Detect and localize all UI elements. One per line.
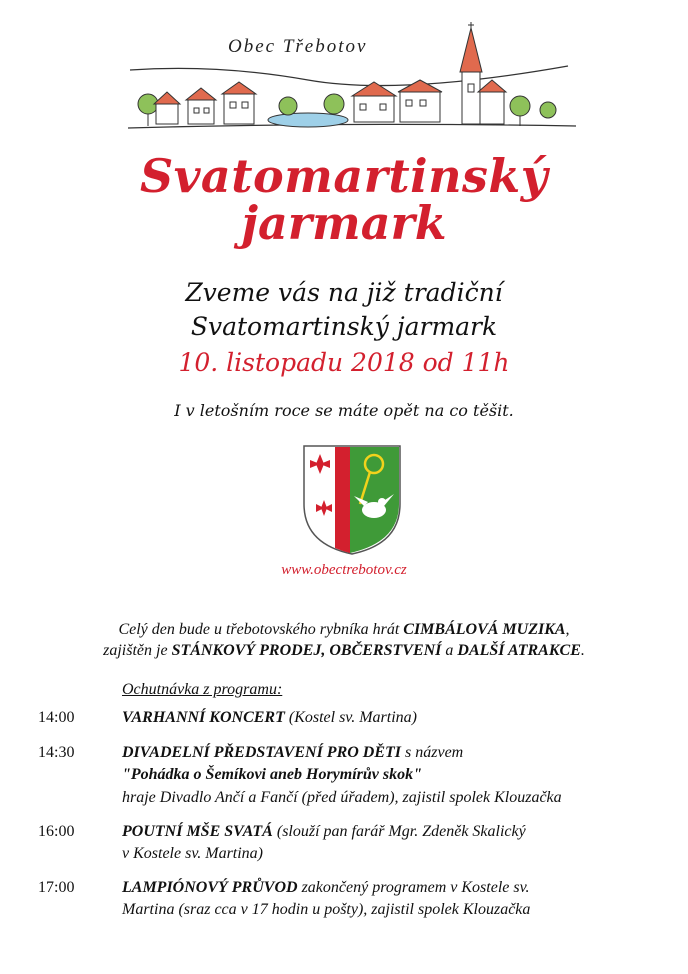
program-item-line: "Pohádka o Šemíkovi aneb Horymírův skok" [122,766,422,783]
program-item [122,744,463,762]
program-item [122,709,417,727]
program-item-title: LAMPIÓNOVÝ PRŮVOD [122,879,298,896]
program-item-detail: zakončený programem v Kostele sv. [297,879,530,896]
coat-of-arms-icon [302,444,402,556]
intro-line1 [0,620,688,640]
program-item-line: v Kostele sv. Martina) [122,845,264,862]
program-time: 16:00 [38,823,75,840]
tagline: I v letošním roce se máte opět na co těšit. [174,401,514,420]
program-item-title: DIVADELNÍ PŘEDSTAVENÍ PRO DĚTI [122,744,402,761]
program-heading: Ochutnávka z programu: [122,681,283,698]
intro-line2 [0,641,688,661]
program-item-title: VARHANNÍ KONCERT [122,709,285,726]
program-item-line: Martina (sraz cca v 17 hodin u pošty), zajistil spolek Klouzačka [122,901,531,918]
event-title-line1: Svatomartinský [139,149,549,203]
event-title-line2: jarmark [241,196,447,250]
program-item-detail: s názvem [401,744,464,761]
program-item-line: hraje Divadlo Ančí a Fančí (před úřadem), zajistil spolek Klouzačka [122,789,562,806]
intro-text: . [580,642,585,659]
intro-highlight: DALŠÍ ATRAKCE [457,642,581,659]
program-item [122,879,530,897]
intro-text: Celý den bude u třebotovského rybníka hrát [118,621,404,638]
event-date: 10. listopadu 2018 od 11h [178,348,510,377]
village-title: Obec Třebotov [228,36,368,57]
website-url[interactable]: www.obectrebotov.cz [281,562,407,578]
invite-line2: Svatomartinský jarmark [190,312,498,341]
program-item-title: POUTNÍ MŠE SVATÁ [122,823,273,840]
invite-line1: Zveme vás na již tradiční [185,278,503,307]
program-time: 14:30 [38,744,75,761]
program-item-detail: (Kostel sv. Martina) [284,709,417,726]
intro-text: a [441,642,458,659]
program-item-detail: (slouží pan farář Mgr. Zdeněk Skalický [272,823,526,840]
program-time: 14:00 [38,709,75,726]
program-time: 17:00 [38,879,75,896]
intro-text: zajištěn je [103,642,172,659]
intro-highlight: CIMBÁLOVÁ MUZIKA [403,621,566,638]
program-item [122,823,526,841]
intro-text: , [565,621,570,638]
intro-highlight: STÁNKOVÝ PRODEJ, OBČERSTVENÍ [171,642,442,659]
